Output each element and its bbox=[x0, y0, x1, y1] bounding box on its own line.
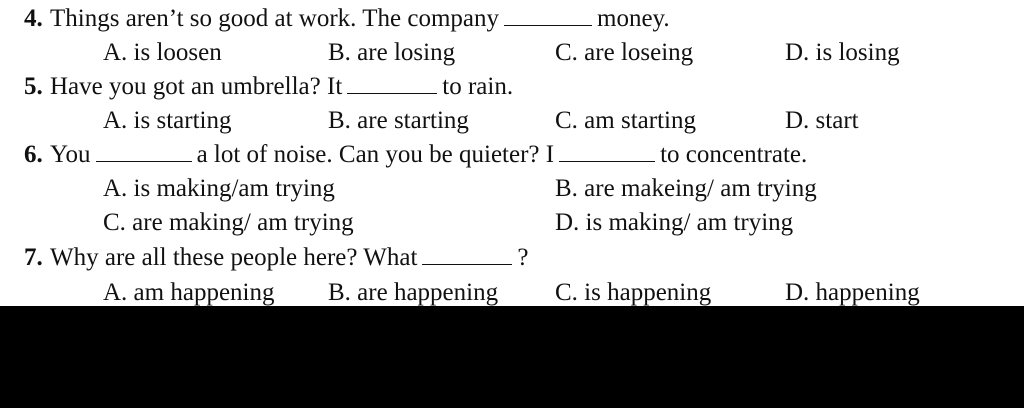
question-7 bbox=[0, 241, 1024, 275]
question-text-part: ? bbox=[517, 244, 529, 271]
question-text-part: Things aren’t so good at work. The company bbox=[50, 5, 499, 32]
option-c: C. am starting bbox=[555, 107, 696, 134]
question-5 bbox=[0, 70, 1024, 104]
answer-blank bbox=[347, 71, 437, 94]
option-a: A. is making/am trying bbox=[103, 175, 335, 202]
option-b: B. are starting bbox=[328, 107, 469, 134]
option-b: B. are makeing/ am trying bbox=[555, 175, 817, 202]
black-cropped-area bbox=[0, 306, 1024, 408]
question-4 bbox=[0, 2, 1024, 36]
answer-blank bbox=[422, 242, 512, 265]
option-b: B. are happening bbox=[328, 279, 499, 306]
options-row-5 bbox=[0, 104, 1024, 138]
question-text-part: You bbox=[50, 141, 91, 168]
question-text-part: money. bbox=[597, 5, 670, 32]
question-number: 6. bbox=[24, 141, 43, 168]
option-b: B. are losing bbox=[328, 39, 456, 66]
question-text bbox=[50, 241, 529, 275]
question-text-part: Have you got an umbrella? It bbox=[50, 73, 343, 100]
option-a: A. is loosen bbox=[103, 39, 222, 66]
option-c: C. are making/ am trying bbox=[103, 209, 354, 236]
option-c: C. is happening bbox=[555, 279, 712, 306]
question-number: 7. bbox=[24, 244, 43, 271]
question-text-part: Why are all these people here? What bbox=[50, 244, 418, 271]
question-text bbox=[50, 70, 513, 104]
question-text-part: a lot of noise. Can you be quieter? I bbox=[196, 141, 555, 168]
options-row-4 bbox=[0, 36, 1024, 70]
option-c: C. are loseing bbox=[555, 39, 694, 66]
question-text-part: to concentrate. bbox=[660, 141, 808, 168]
question-number: 5. bbox=[24, 73, 43, 100]
answer-blank bbox=[504, 3, 592, 26]
option-d: D. happening bbox=[785, 279, 920, 306]
question-text-part: to rain. bbox=[442, 73, 514, 100]
option-a: A. is starting bbox=[103, 107, 232, 134]
options-row-7 bbox=[0, 276, 1024, 306]
question-number: 4. bbox=[24, 5, 43, 32]
option-d: D. is losing bbox=[785, 39, 900, 66]
question-text bbox=[50, 138, 807, 172]
options-row-6a bbox=[0, 172, 1024, 206]
answer-blank bbox=[96, 139, 192, 162]
options-row-6b bbox=[0, 206, 1024, 240]
option-d: D. is making/ am trying bbox=[555, 209, 794, 236]
question-text bbox=[50, 2, 670, 36]
answer-blank bbox=[559, 139, 655, 162]
option-a: A. am happening bbox=[103, 279, 275, 306]
option-d: D. start bbox=[785, 107, 859, 134]
question-6 bbox=[0, 138, 1024, 172]
